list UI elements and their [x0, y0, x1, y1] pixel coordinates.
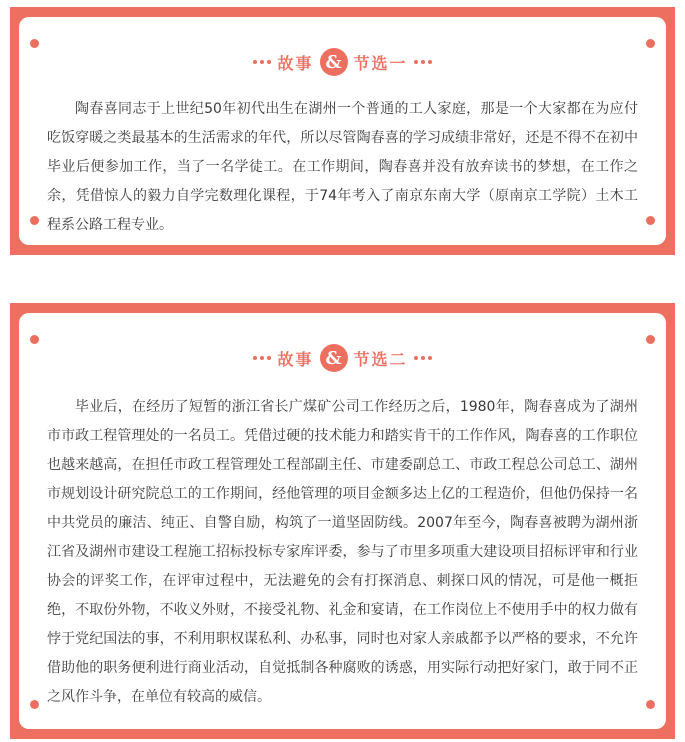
heading-left-text: 故事	[277, 53, 314, 73]
corner-dot-icon	[30, 700, 39, 709]
story-paragraph: 陶春喜同志于上世纪50年初代出生在湖州一个普通的工人家庭，那是一个大家都在为应付吃饭穿暖之类最基本的生活需求的年代，所以尽管陶春喜的学习成绩非常好，还是不得不在初中毕业后便参加工作，当了一名学徒工。在工作期间，陶春喜并没有放弃读书的梦想，在工作之余，凭借惊人的毅力自学完数理化课程，于74年考入了南京东南大学（原南京工学院）土木工程系公路工程专业。	[47, 101, 638, 233]
story-card-2-panel	[19, 313, 666, 729]
section-heading	[19, 343, 666, 373]
story-card-1-panel	[19, 17, 666, 245]
ampersand-badge-icon: &	[320, 344, 348, 372]
corner-dot-icon	[30, 216, 39, 225]
corner-dot-icon	[646, 216, 655, 225]
corner-dot-icon	[646, 700, 655, 709]
dots-decoration-icon	[414, 356, 432, 360]
heading-left-text: 故事	[277, 349, 314, 369]
ampersand-badge-icon: &	[320, 48, 348, 76]
heading-right-text: 节选一	[353, 53, 408, 73]
dots-decoration-icon	[253, 60, 271, 64]
heading-right-text: 节选二	[353, 349, 408, 369]
story-card-2	[10, 303, 675, 739]
dots-decoration-icon	[253, 356, 271, 360]
section-heading	[19, 47, 666, 77]
dots-decoration-icon	[414, 60, 432, 64]
story-paragraph: 毕业后，在经历了短暂的浙江省长广煤矿公司工作经历之后，1980年，陶春喜成为了湖州市市政工程管理处的一名员工。凭借过硬的技术能力和踏实肯干的工作作风，陶春喜的工作职位也越来越高，在担任市政工程管理处工程部副主任、市建委副总工、市政工程总公司总工、湖州市规划设计研究院总工的工作期间，经他管理的项目金额多达上亿的工程造价，但他仍保持一名中共党员的廉洁、纯正、自警自励，构筑了一道坚固防线。2007年至今，陶春喜被聘为湖州浙江省及湖州市建设工程施工招标投标专家库评委，参与了市里多项重大建设项目招标评审和行业协会的评奖工作，在评审过程中，无法避免的会有打探消息、刺探口风的情况，可是他一概拒绝，不取份外物，不收义外财，不接受礼物、礼金和宴请，在工作岗位上不使用手中的权力做有悖于党纪国法的事，不利用职权谋私利、办私事，同时也对家人亲戚都予以严格的要求，不允许借助他的职务便利进行商业活动，自觉抵制各种腐败的诱惑，用实际行动把好家门，敢于同不正之风作斗争，在单位有较高的威信。	[47, 399, 638, 705]
story-card-1	[10, 7, 675, 255]
